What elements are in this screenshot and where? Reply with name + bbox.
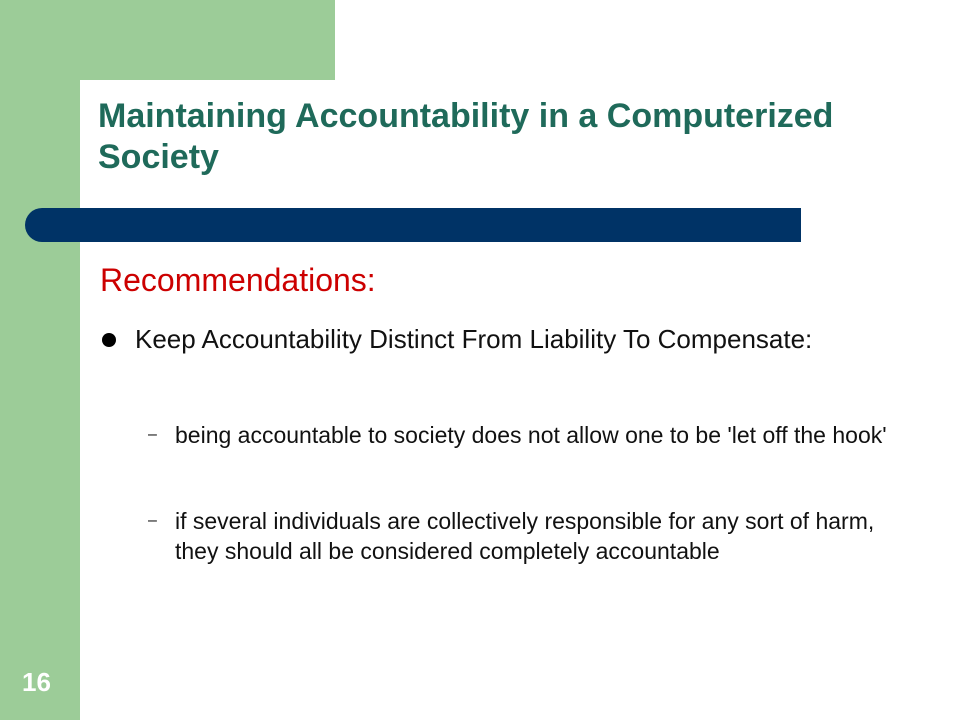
sub-bullet-text: being accountable to society does not allow one to be 'let off the hook' (175, 422, 887, 448)
dash-icon: – (148, 512, 157, 529)
slide-title: Maintaining Accountability in a Computerized Society (98, 97, 834, 176)
slide-number: 16 (22, 667, 51, 697)
bullet-text: Keep Accountability Distinct From Liability To Compensate: (135, 324, 813, 354)
bullet-dot-icon (102, 333, 116, 347)
title-divider-bar (25, 208, 801, 242)
sub-bullet-text: if several individuals are collectively responsible for any sort of harm, they should all be considered completely accountable (175, 508, 875, 564)
dash-icon: – (148, 426, 157, 443)
slide-subtitle: Recommendations: (100, 262, 376, 298)
green-side-strip (0, 0, 80, 720)
